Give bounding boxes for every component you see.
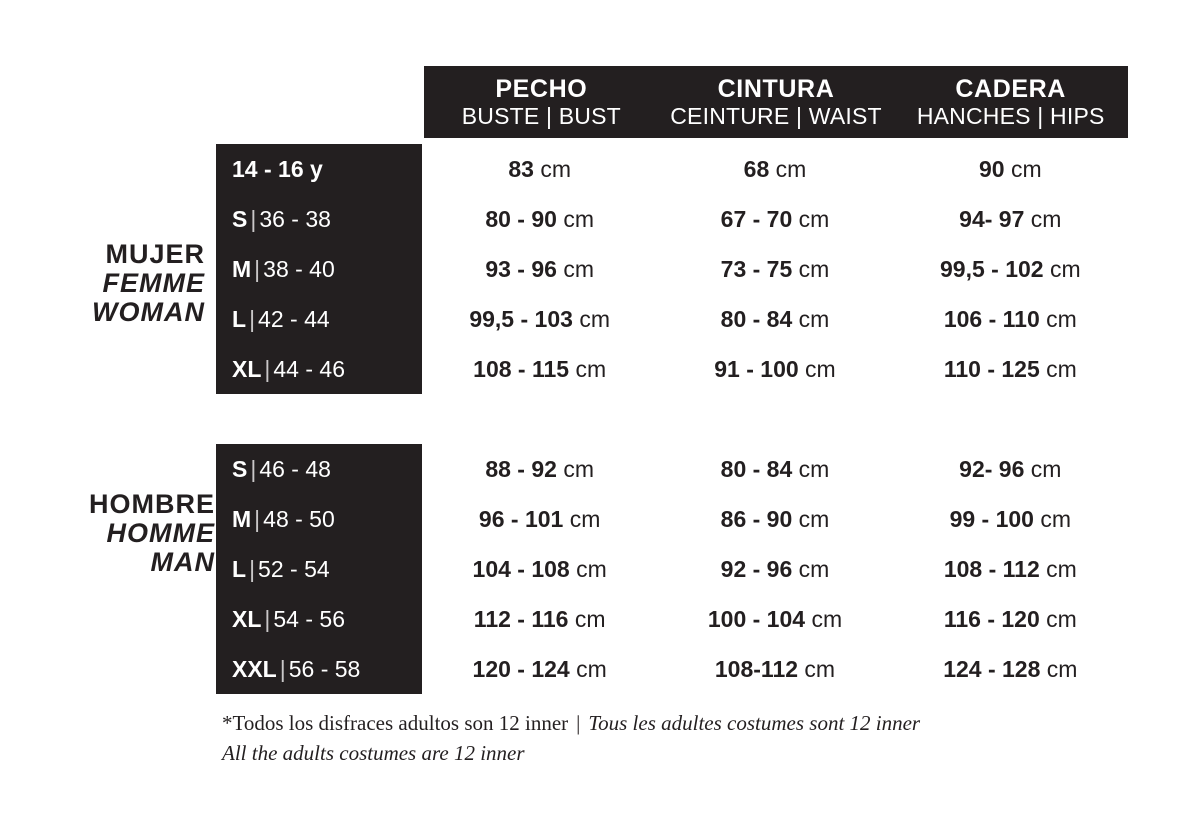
footnote — [222, 708, 1122, 769]
table-row — [216, 144, 1128, 194]
row-size-range: 54 - 56 — [273, 605, 345, 632]
table-row — [216, 544, 1128, 594]
row-waist-unit: cm — [798, 505, 830, 532]
row-size-sep: | — [279, 655, 286, 682]
row-size-label — [216, 606, 422, 633]
row-hips-unit: cm — [1046, 305, 1077, 332]
row-chest-unit: cm — [574, 605, 606, 632]
row-waist-unit: cm — [775, 155, 807, 182]
row-hips — [893, 456, 1128, 483]
row-chest-value: 112 - 116 — [473, 605, 569, 632]
header-hips-subtitle: HANCHES | HIPS — [916, 103, 1105, 130]
row-chest-unit: cm — [563, 455, 594, 482]
row-chest-unit: cm — [563, 255, 594, 282]
table-row — [216, 294, 1128, 344]
row-hips — [893, 356, 1128, 383]
group-label-men-fr: HOMME — [106, 518, 215, 549]
row-hips — [893, 606, 1128, 633]
footnote-separator: | — [576, 711, 581, 735]
row-chest-value: 80 - 90 — [485, 205, 557, 232]
row-chest-value: 88 - 92 — [485, 455, 557, 482]
table-row — [216, 494, 1128, 544]
row-chest — [422, 306, 657, 333]
row-size-sep: | — [250, 455, 257, 482]
header-column-chest — [424, 66, 659, 138]
row-chest-value: 104 - 108 — [472, 555, 570, 582]
row-hips — [893, 506, 1128, 533]
row-chest-unit: cm — [579, 305, 610, 332]
row-waist-value: 67 - 70 — [720, 205, 793, 232]
row-waist-value: 92 - 96 — [720, 555, 793, 582]
header-waist-subtitle: CEINTURE | WAIST — [670, 103, 882, 130]
table-row — [216, 244, 1128, 294]
row-hips-unit: cm — [1049, 255, 1081, 282]
row-chest — [422, 156, 657, 183]
row-size-label — [216, 306, 422, 333]
row-waist-value: 73 - 75 — [720, 255, 793, 282]
row-hips-unit: cm — [1046, 655, 1078, 682]
row-hips-value: 94- 97 — [959, 205, 1025, 232]
table-row — [216, 444, 1128, 494]
footnote-fr: Tous les adultes costumes sont 12 inner — [588, 711, 921, 735]
row-waist — [657, 656, 892, 683]
row-size-range: 44 - 46 — [273, 355, 345, 382]
row-size-range: 56 - 58 — [288, 655, 361, 682]
row-chest-value: 83 — [508, 155, 534, 182]
row-size-sep: | — [250, 205, 257, 232]
row-hips-unit: cm — [1030, 205, 1062, 232]
row-hips-unit: cm — [1010, 155, 1042, 182]
row-chest-value: 93 - 96 — [485, 255, 557, 282]
row-size-label — [216, 256, 422, 283]
row-chest-unit: cm — [575, 355, 607, 382]
header-hips-title: CADERA — [955, 74, 1066, 103]
row-chest-unit: cm — [540, 155, 571, 182]
row-waist — [657, 156, 892, 183]
row-chest — [422, 206, 657, 233]
row-waist — [657, 306, 892, 333]
row-size-code: M — [232, 255, 252, 282]
row-size-sep: | — [264, 355, 271, 382]
row-chest-unit: cm — [563, 205, 594, 232]
row-waist-value: 80 - 84 — [720, 305, 793, 332]
row-size-label — [216, 506, 422, 533]
row-waist-unit: cm — [798, 255, 830, 282]
row-size-range: 38 - 40 — [263, 255, 335, 282]
header-waist-title: CINTURA — [717, 74, 835, 103]
row-chest-value: 96 - 101 — [478, 505, 564, 532]
group-label-men-es: HOMBRE — [89, 489, 215, 519]
row-hips-unit: cm — [1046, 605, 1077, 632]
row-hips-unit: cm — [1046, 555, 1077, 582]
row-hips-unit: cm — [1040, 505, 1072, 532]
header-column-waist — [659, 66, 894, 138]
row-size-label — [216, 456, 422, 483]
row-size-label — [216, 206, 422, 233]
row-chest-value: 99,5 - 103 — [469, 305, 573, 332]
row-waist — [657, 606, 892, 633]
group-label-women-es: MUJER — [105, 239, 205, 269]
table-row — [216, 344, 1128, 394]
row-waist — [657, 256, 892, 283]
row-waist — [657, 556, 892, 583]
row-size-code: XL — [232, 605, 262, 632]
row-chest — [422, 456, 657, 483]
row-waist-unit: cm — [798, 205, 830, 232]
row-hips — [893, 256, 1128, 283]
row-size-sep: | — [264, 605, 271, 632]
row-hips-value: 116 - 120 — [943, 605, 1040, 632]
row-size-sep: | — [249, 305, 256, 332]
row-waist — [657, 456, 892, 483]
row-chest — [422, 606, 657, 633]
row-waist — [657, 206, 892, 233]
row-hips-value: 99 - 100 — [949, 505, 1034, 532]
row-hips-value: 106 - 110 — [943, 305, 1040, 332]
row-waist-value: 86 - 90 — [720, 505, 793, 532]
row-waist-value: 68 — [743, 155, 770, 182]
row-size-range: 46 - 48 — [259, 455, 331, 482]
row-waist-unit: cm — [798, 455, 830, 482]
group-label-women-fr: FEMME — [102, 268, 205, 299]
row-waist — [657, 506, 892, 533]
row-waist-unit: cm — [804, 655, 836, 682]
row-size-range: 48 - 50 — [263, 505, 335, 532]
row-waist-unit: cm — [805, 355, 836, 382]
row-size-label — [216, 356, 422, 383]
row-size-range: 52 - 54 — [258, 555, 330, 582]
footnote-es: *Todos los disfraces adultos son 12 inner — [222, 711, 569, 735]
row-chest-unit: cm — [576, 655, 607, 682]
header-chest-subtitle: BUSTE | BUST — [461, 103, 621, 130]
row-waist-unit: cm — [798, 555, 830, 582]
row-waist-value: 100 - 104 — [707, 605, 806, 632]
group-label-men — [40, 490, 215, 577]
row-size-sep: | — [249, 555, 256, 582]
row-size-code: L — [232, 305, 247, 332]
row-size-code: S — [232, 455, 248, 482]
row-size-range: 36 - 38 — [259, 205, 331, 232]
row-size-code: 14 - 16 y — [232, 155, 323, 182]
row-waist — [657, 356, 892, 383]
footnote-line-1 — [222, 708, 1122, 738]
table-row — [216, 194, 1128, 244]
table-row — [216, 594, 1128, 644]
row-chest-unit: cm — [569, 505, 601, 532]
row-hips-unit: cm — [1030, 455, 1062, 482]
row-chest-value: 120 - 124 — [472, 655, 570, 682]
row-hips — [893, 206, 1128, 233]
row-hips-value: 110 - 125 — [943, 355, 1040, 382]
row-hips-value: 108 - 112 — [943, 555, 1040, 582]
row-size-code: L — [232, 555, 247, 582]
row-size-sep: | — [254, 255, 261, 282]
header-column-hips — [893, 66, 1128, 138]
footnote-en: All the adults costumes are 12 inner — [222, 741, 525, 766]
row-size-code: S — [232, 205, 248, 232]
row-hips — [893, 656, 1128, 683]
table-row — [216, 644, 1128, 694]
group-label-women — [40, 240, 205, 327]
measurements-header — [424, 66, 1128, 138]
row-waist-unit: cm — [811, 605, 843, 632]
row-chest — [422, 656, 657, 683]
row-size-sep: | — [254, 505, 261, 532]
row-chest — [422, 356, 657, 383]
row-waist-value: 108-112 — [714, 655, 799, 682]
header-chest-title: PECHO — [495, 74, 588, 103]
row-waist-value: 80 - 84 — [720, 455, 793, 482]
row-size-label — [216, 556, 422, 583]
row-waist-value: 91 - 100 — [714, 355, 799, 382]
group-label-men-en: MAN — [150, 547, 215, 578]
row-chest-value: 108 - 115 — [473, 355, 570, 382]
row-hips-value: 90 — [978, 155, 1005, 182]
row-size-label — [216, 656, 422, 683]
row-hips — [893, 156, 1128, 183]
row-hips — [893, 556, 1128, 583]
row-size-range: 42 - 44 — [258, 305, 330, 332]
row-hips — [893, 306, 1128, 333]
row-hips-unit: cm — [1046, 355, 1077, 382]
row-waist-unit: cm — [798, 305, 830, 332]
row-hips-value: 99,5 - 102 — [939, 255, 1044, 282]
row-hips-value: 92- 96 — [959, 455, 1025, 482]
row-size-label — [216, 156, 422, 183]
row-chest-unit: cm — [576, 555, 607, 582]
row-chest — [422, 256, 657, 283]
row-hips-value: 124 - 128 — [943, 655, 1041, 682]
row-chest — [422, 556, 657, 583]
row-size-code: XXL — [232, 655, 277, 682]
row-size-code: M — [232, 505, 252, 532]
row-chest — [422, 506, 657, 533]
row-size-code: XL — [232, 355, 262, 382]
group-label-women-en: WOMAN — [92, 297, 205, 328]
